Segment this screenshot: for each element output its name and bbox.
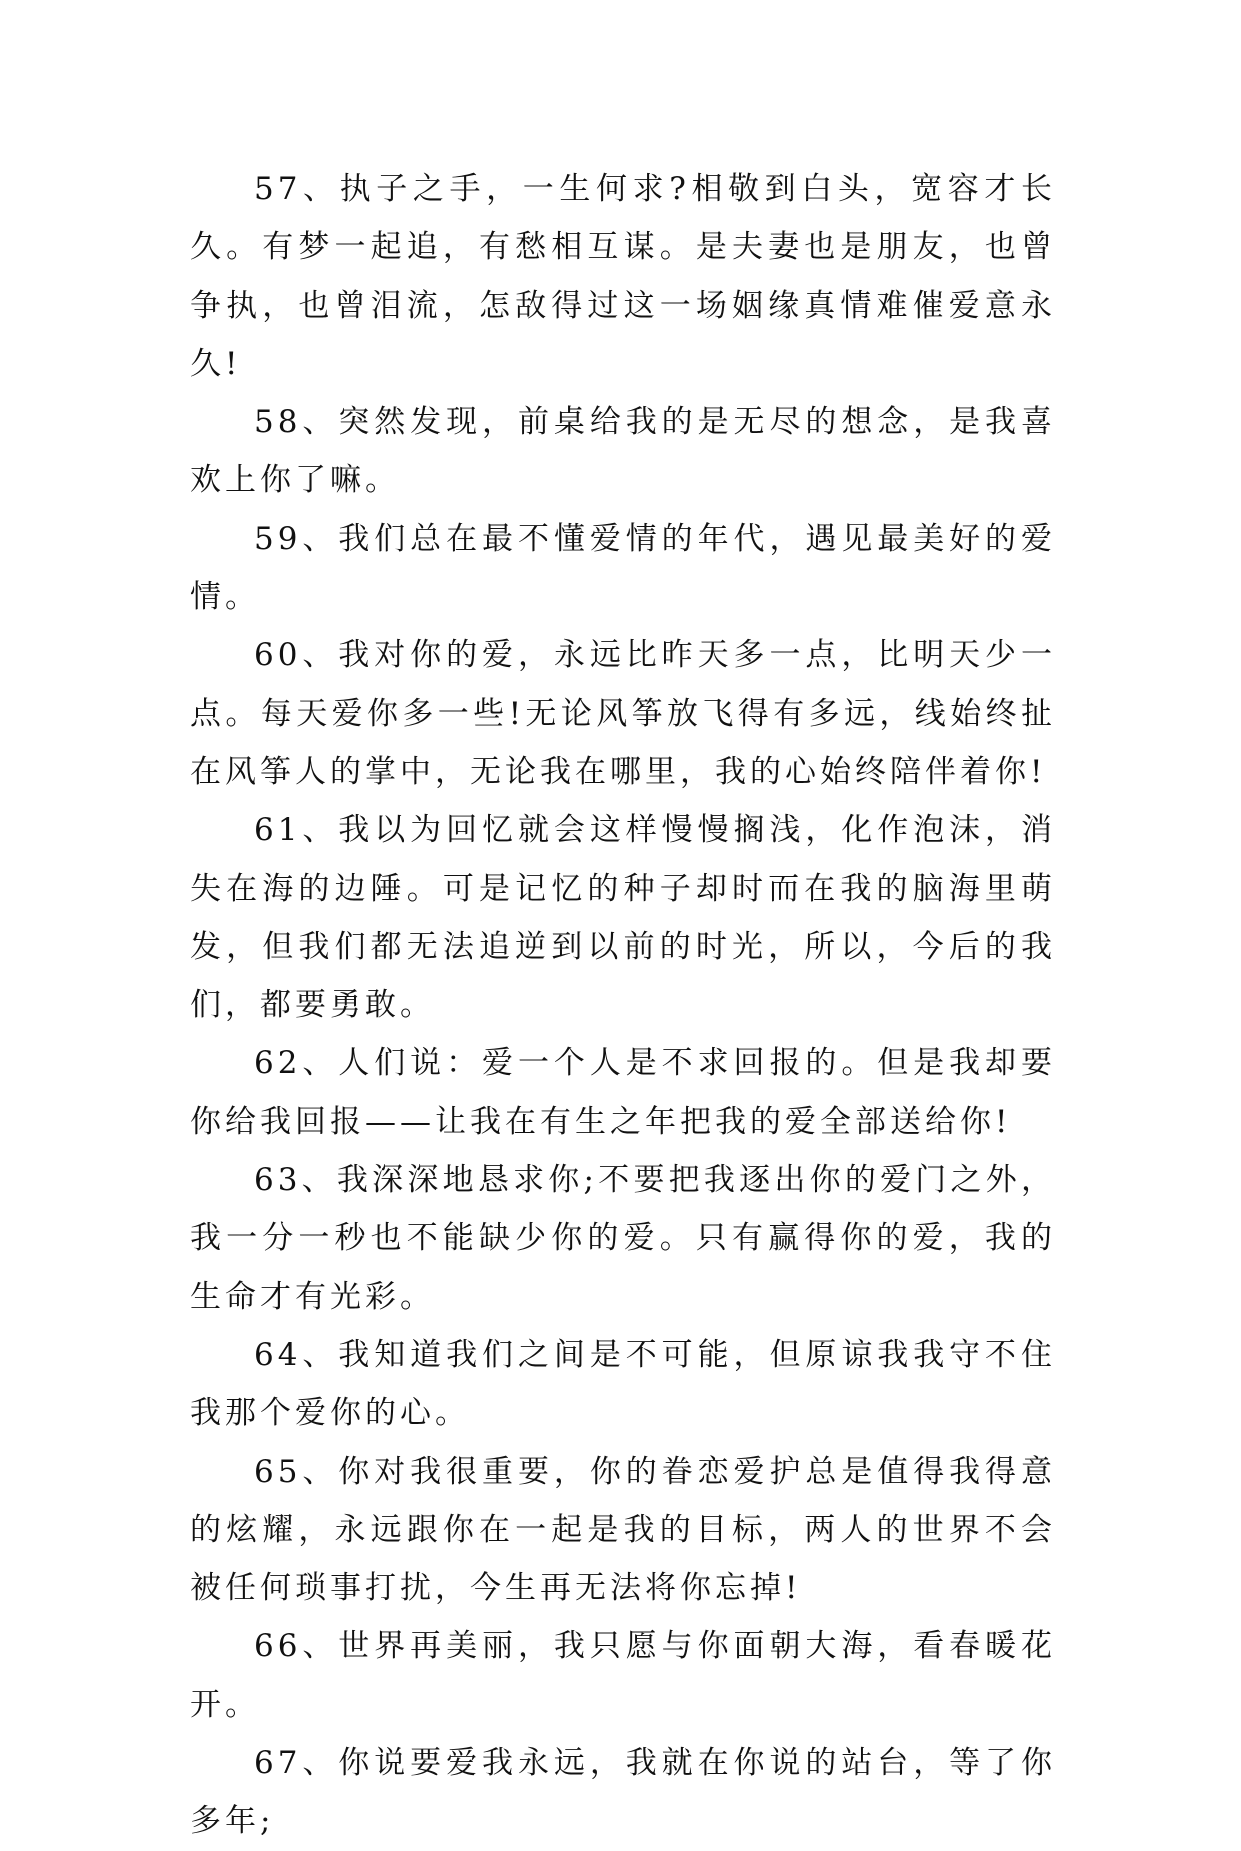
paragraph-59: 59、我们总在最不懂爱情的年代，遇见最美好的爱情。 bbox=[190, 520, 1056, 616]
paragraph-62: 62、人们说：爱一个人是不求回报的。但是我却要你给我回报——让我在有生之年把我的爱全部送给你! bbox=[190, 1045, 1056, 1140]
paragraph-67: 67、你说要爱我永远，我就在你说的站台，等了你多年; bbox=[190, 1745, 1056, 1840]
paragraph-58: 58、突然发现，前桌给我的是无尽的想念，是我喜欢上你了嘛。 bbox=[190, 404, 1056, 499]
paragraph-65: 65、你对我很重要，你的眷恋爱护总是值得我得意的炫耀，永远跟你在一起是我的目标，两人的世界不会被任何琐事打扰，今生再无法将你忘掉! bbox=[190, 1453, 1056, 1607]
paragraph-66: 66、世界再美丽，我只愿与你面朝大海，看春暖花开。 bbox=[190, 1628, 1056, 1723]
document-body bbox=[190, 160, 1056, 1851]
paragraph-60: 60、我对你的爱，永远比昨天多一点，比明天少一点。每天爱你多一些!无论风筝放飞得有多远，线始终扯在风筝人的掌中，无论我在哪里，我的心始终陪伴着你! bbox=[190, 637, 1056, 790]
paragraph-64: 64、我知道我们之间是不可能，但原谅我我守不住我那个爱你的心。 bbox=[190, 1336, 1056, 1432]
paragraph-57: 57、执子之手，一生何求?相敬到白头，宽容才长久。有梦一起追，有愁相互谋。是夫妻也是朋友，也曾争执，也曾泪流，怎敌得过这一场姻缘真情难催爱意永久! bbox=[190, 171, 1056, 382]
paragraph-63: 63、我深深地恳求你;不要把我逐出你的爱门之外，我一分一秒也不能缺少你的爱。只有赢得你的爱，我的生命才有光彩。 bbox=[190, 1162, 1056, 1315]
paragraph-61: 61、我以为回忆就会这样慢慢搁浅，化作泡沫，消失在海的边陲。可是记忆的种子却时而在我的脑海里萌发，但我们都无法追逆到以前的时光，所以，今后的我们，都要勇敢。 bbox=[190, 812, 1056, 1024]
